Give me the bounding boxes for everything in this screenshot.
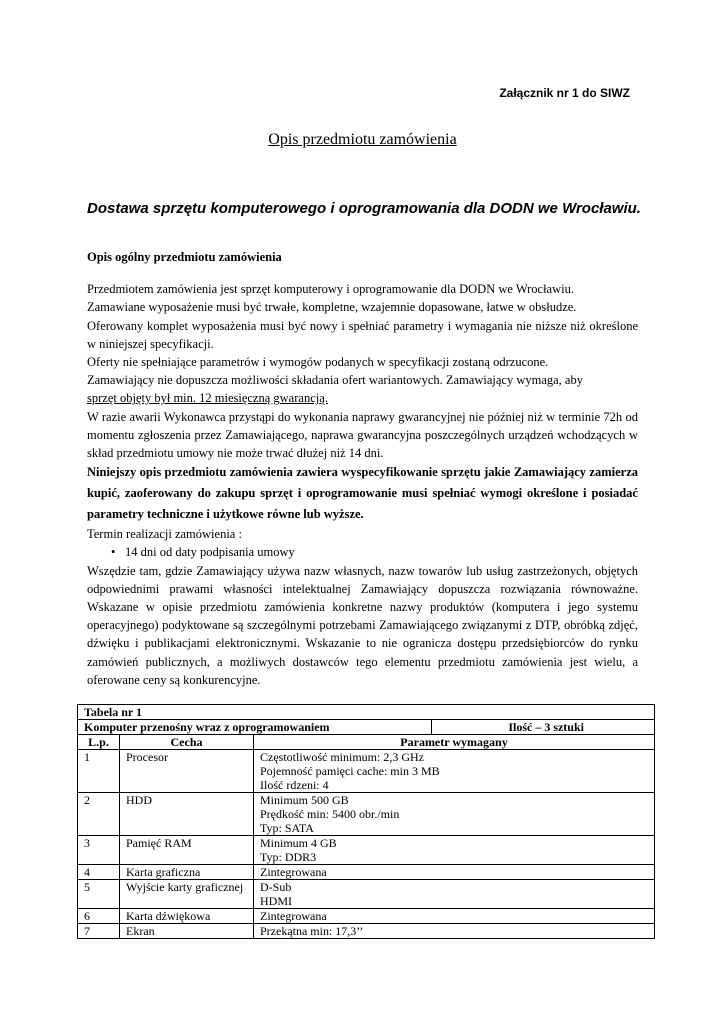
row-lp: 6 xyxy=(78,909,120,924)
param-line: Typ: SATA xyxy=(260,821,314,835)
table-caption-row xyxy=(78,705,655,720)
row-lp: 1 xyxy=(78,750,120,793)
row-params xyxy=(254,793,655,836)
paragraph-1: Przedmiotem zamówienia jest sprzęt komputerowy i oprogramowanie dla DODN we Wrocławiu. xyxy=(87,282,574,297)
row-feature: Ekran xyxy=(120,924,254,939)
row-lp: 2 xyxy=(78,793,120,836)
param-line: Przekątna min: 17,3’’ xyxy=(260,924,364,938)
warranty-requirement: sprzęt objęty był min. 12 miesięczną gwarancją. xyxy=(87,391,328,406)
row-params xyxy=(254,924,655,939)
paragraph-5-text: Zamawiający nie dopuszcza możliwości składania ofert wariantowych. Zamawiający wymaga, aby xyxy=(87,373,583,388)
table-row xyxy=(78,909,655,924)
row-feature: HDD xyxy=(120,793,254,836)
row-lp: 4 xyxy=(78,865,120,880)
table-row xyxy=(78,793,655,836)
table-row xyxy=(78,836,655,865)
param-line: Zintegrowana xyxy=(260,909,327,923)
paragraph-9: Wszędzie tam, gdzie Zamawiający używa nazw własnych, nazw towarów lub usług zastrzeżonych, objętych odpowiednimi prawami własności intelektualnej Zamawiający dopuszcza rozwiązania równoważne. Wskazane w opisie przedmiotu zamówienia konkretne nazwy produktów (komputera i jego systemu operacyjnego) podyktowane są szczególnymi potrzebami Zamawiającego związanymi z DTP, obróbką zdjęć, dźwięku i publikacjami elektronicznymi. Wskazanie to nie ogranicza dostępu przedsiębiorców do rynku zamówień publicznych, a możliwych dostawców tego elementu przedmiotu zamówienia jest wielu, a oferowane ceny są konkurencyjne. xyxy=(87,563,638,687)
document-body xyxy=(87,248,638,689)
table-product: Komputer przenośny wraz z oprogramowaniem xyxy=(78,720,432,735)
param-line: Zintegrowana xyxy=(260,865,327,879)
header-lp: L.p. xyxy=(78,735,120,750)
table-row xyxy=(78,924,655,939)
paragraph-6: W razie awarii Wykonawca przystąpi do wykonania naprawy gwarancyjnej nie później niż w terminie 72h od momentu zgłoszenia przez Zamawiającego, naprawa gwarancyjna poszczególnych urządzeń wchodzących w skład przedmiotu umowy nie może trwać dłużej niż 14 dni. xyxy=(87,409,638,461)
row-feature: Wyjście karty graficznej xyxy=(120,880,254,909)
row-params xyxy=(254,836,655,865)
table-row xyxy=(78,880,655,909)
table-header-row xyxy=(78,735,655,750)
document-subtitle: Dostawa sprzętu komputerowego i oprogramowania dla DODN we Wrocławiu. xyxy=(87,200,641,217)
param-line: Pojemność pamięci cache: min 3 MB xyxy=(260,764,440,778)
row-feature: Karta dźwiękowa xyxy=(120,909,254,924)
row-feature: Procesor xyxy=(120,750,254,793)
table-caption: Tabela nr 1 xyxy=(78,705,655,720)
row-lp: 5 xyxy=(78,880,120,909)
document-title: Opis przedmiotu zamówienia xyxy=(268,131,457,148)
row-lp: 3 xyxy=(78,836,120,865)
annex-label: Załącznik nr 1 do SIWZ xyxy=(499,86,630,100)
table-product-row xyxy=(78,720,655,735)
param-line: D-Sub xyxy=(260,880,292,894)
list-item: • 14 dni od daty podpisania umowy xyxy=(111,543,638,561)
row-params xyxy=(254,865,655,880)
param-line: Częstotliwość minimum: 2,3 GHz xyxy=(260,750,424,764)
row-feature: Pamięć RAM xyxy=(120,836,254,865)
param-line: Prędkość min: 5400 obr./min xyxy=(260,807,400,821)
param-line: Minimum 4 GB xyxy=(260,836,337,850)
header-feature: Cecha xyxy=(120,735,254,750)
paragraph-4: Oferty nie spełniające parametrów i wymogów podanych w specyfikacji zostaną odrzucone. xyxy=(87,355,549,370)
paragraph-2: Zamawiane wyposażenie musi być trwałe, kompletne, wzajemnie dopasowane, łatwe w obsłudze. xyxy=(87,300,577,315)
row-feature: Karta graficzna xyxy=(120,865,254,880)
section-heading: Opis ogólny przedmiotu zamówienia xyxy=(87,250,282,264)
row-params xyxy=(254,909,655,924)
param-line: HDMI xyxy=(260,894,292,908)
paragraph-5 xyxy=(87,371,638,407)
param-line: Ilość rdzeni: 4 xyxy=(260,778,329,792)
param-line: Minimum 500 GB xyxy=(260,793,349,807)
paragraph-3: Oferowany komplet wyposażenia musi być nowy i spełniać parametry i wymagania nie niższe niż określone w niniejszej specyfikacji. xyxy=(87,318,638,351)
row-params xyxy=(254,750,655,793)
header-params: Parametr wymagany xyxy=(254,735,655,750)
param-line: Typ: DDR3 xyxy=(260,850,317,864)
spec-table xyxy=(77,704,655,939)
paragraph-7-bold: Niniejszy opis przedmiotu zamówienia zawiera wyspecyfikowanie sprzętu jakie Zamawiający zamierza kupić, zaoferowany do zakupu sprzęt i oprogramowanie musi spełniać wymogi określone i posiadać parametry techniczne i użytkowe równe lub wyższe. xyxy=(87,465,638,522)
deadline-list xyxy=(87,543,638,561)
table-row xyxy=(78,750,655,793)
paragraph-8: Termin realizacji zamówienia : xyxy=(87,527,242,542)
row-lp: 7 xyxy=(78,924,120,939)
table-quantity: Ilość – 3 sztuki xyxy=(432,720,655,735)
row-params xyxy=(254,880,655,909)
table-row xyxy=(78,865,655,880)
